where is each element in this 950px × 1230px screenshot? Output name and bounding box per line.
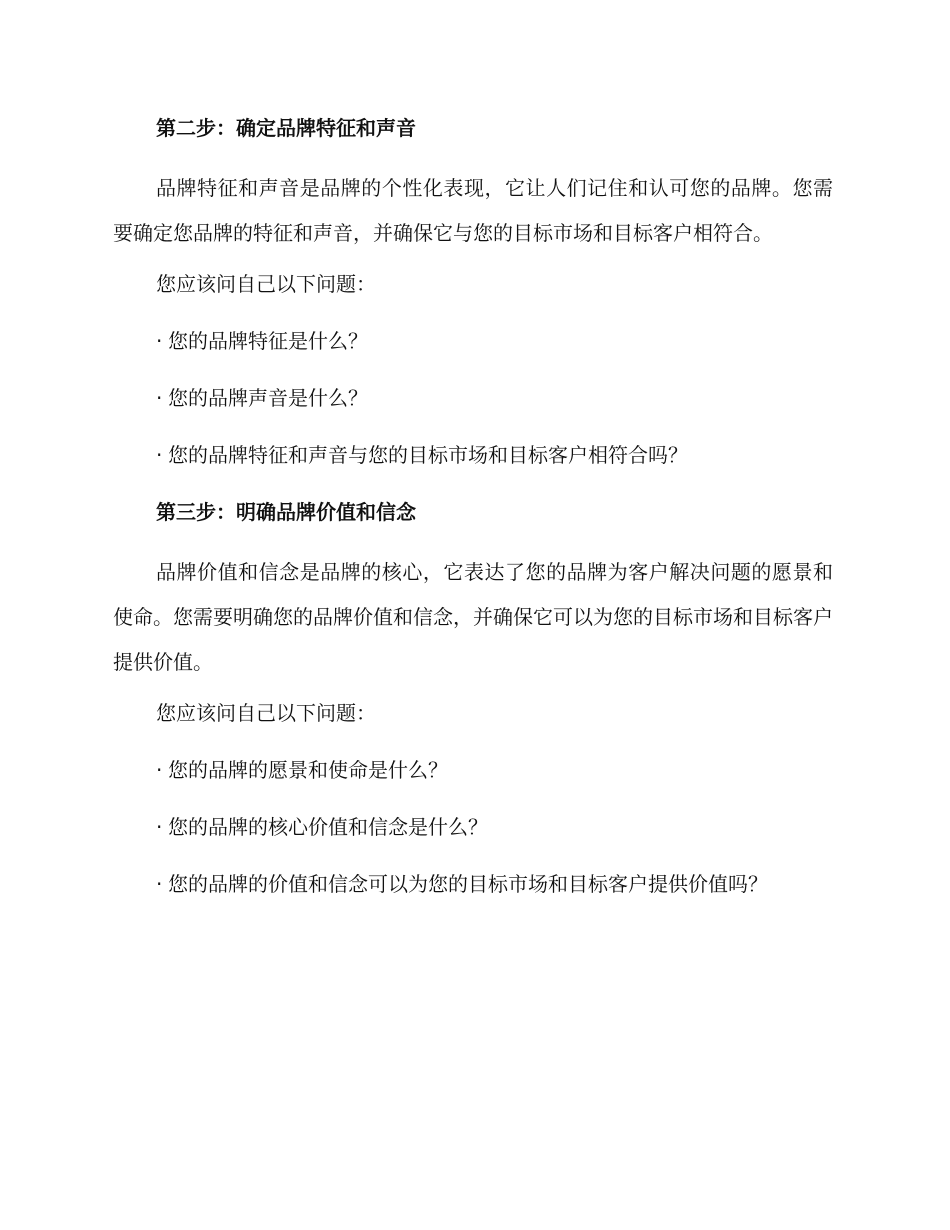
questions-prompt: 您应该问自己以下问题： [156,272,376,296]
section-paragraph: 品牌特征和声音是品牌的个性化表现，它让人们记住和认可您的品牌。您需要确定您品牌的特征和声音，并确保它与您的目标市场和目标客户相符合。 [113,176,833,245]
section-heading: 第二步：确定品牌特征和声音 [156,116,416,140]
question-bullet [113,754,833,786]
section-step-two [113,112,833,471]
questions-prompt: 您应该问自己以下问题： [156,701,376,725]
bullet-dot-icon: · [156,872,163,896]
section-paragraph: 品牌价值和信念是品牌的核心，它表达了您的品牌为客户解决问题的愿景和使命。您需要明确您的品牌价值和信念，并确保它可以为您的目标市场和目标客户提供价值。 [113,560,833,674]
document-page [113,112,833,925]
question-bullet [113,439,833,471]
bullet-text: 您的品牌声音是什么？ [168,386,368,410]
bullet-dot-icon: · [156,815,163,839]
bullet-dot-icon: · [156,329,163,353]
question-bullet [113,811,833,843]
bullet-dot-icon: · [156,758,163,782]
question-bullet [113,325,833,357]
section-step-three [113,496,833,900]
bullet-text: 您的品牌的核心价值和信念是什么？ [168,815,488,839]
bullet-text: 您的品牌的价值和信念可以为您的目标市场和目标客户提供价值吗？ [168,872,768,896]
question-bullet [113,868,833,900]
bullet-text: 您的品牌特征和声音与您的目标市场和目标客户相符合吗？ [168,443,688,467]
bullet-text: 您的品牌的愿景和使命是什么？ [168,758,448,782]
bullet-dot-icon: · [156,386,163,410]
bullet-dot-icon: · [156,443,163,467]
question-bullet [113,382,833,414]
section-heading: 第三步：明确品牌价值和信念 [156,500,416,524]
bullet-text: 您的品牌特征是什么？ [168,329,368,353]
